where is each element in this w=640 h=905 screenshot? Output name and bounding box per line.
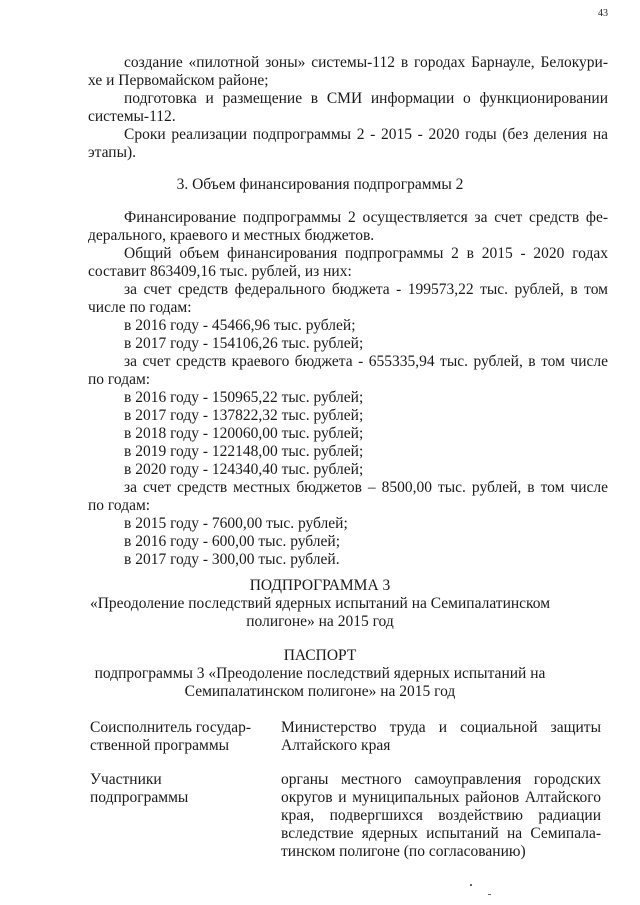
year-line: в 2016 году - 600,00 тыс. рублей; (124, 533, 341, 550)
body-line: этапы). (88, 144, 137, 161)
body-line: за счет средств краевого бюджета - 655335,94 тыс. рублей, в том числе (124, 353, 608, 370)
body-line: за счет средств федерального бюджета - 199573,22 тыс. рублей, в том (124, 281, 608, 298)
passport-value: тинском полигоне (по согласованию) (281, 843, 526, 860)
body-line: создание «пилотной зоны» системы-112 в городах Барнауле, Белокури- (124, 54, 608, 71)
year-line: в 2016 году - 45466,96 тыс. рублей; (124, 317, 356, 334)
year-line: в 2017 году - 300,00 тыс. рублей. (124, 551, 340, 568)
year-line: в 2018 году - 120060,00 тыс. рублей; (124, 425, 364, 442)
year-line: в 2020 году - 124340,40 тыс. рублей; (124, 461, 364, 478)
passport-subtitle: подпрограммы 3 «Преодоление последствий ядерных испытаний на (94, 665, 546, 682)
body-line: за счет средств местных бюджетов – 8500,00 тыс. рублей, в том числе (124, 479, 608, 496)
scan-mark (488, 894, 491, 895)
passport-subtitle: Семипалатинском полигоне» на 2015 год (184, 683, 456, 700)
passport-label: ственной программы (90, 737, 230, 754)
body-line: составит 863409,16 тыс. рублей, из них: (88, 263, 352, 280)
section-heading: 3. Объем финансирования подпрограммы 2 (176, 176, 464, 193)
year-line: в 2017 году - 154106,26 тыс. рублей; (124, 335, 364, 352)
subprogram-title: ПОДПРОГРАММА 3 (249, 577, 391, 594)
body-line: по годам: (88, 371, 151, 388)
passport-value: вследствие ядерных испытаний на Семипала- (281, 825, 601, 842)
passport-value: Министерство труда и социальной защиты (281, 719, 601, 736)
body-line: по годам: (88, 497, 151, 514)
passport-label: Участники (90, 771, 162, 788)
body-line: числе по годам: (88, 299, 192, 316)
year-line: в 2016 году - 150965,22 тыс. рублей; (124, 389, 364, 406)
body-line: Сроки реализации подпрограммы 2 - 2015 - 2020 годы (без деления на (124, 126, 608, 143)
subprogram-name: полигоне» на 2015 год (246, 613, 394, 630)
year-line: в 2015 году - 7600,00 тыс. рублей; (124, 515, 348, 532)
body-line: Общий объем финансирования подпрограммы 2 в 2015 - 2020 годах (124, 245, 608, 262)
body-line: дерального, краевого и местных бюджетов. (88, 227, 375, 244)
year-line: в 2019 году - 122148,00 тыс. рублей; (124, 443, 364, 460)
scan-mark (470, 884, 472, 886)
page-number: 43 (598, 8, 608, 19)
subprogram-name: «Преодоление последствий ядерных испытаний на Семипалатинском (89, 595, 551, 612)
passport-value: органы местного самоуправления городских (281, 771, 601, 788)
year-line: в 2017 году - 137822,32 тыс. рублей; (124, 407, 364, 424)
body-line: подготовка и размещение в СМИ информации о функционировании (124, 90, 608, 107)
passport-label: Соисполнитель государ- (90, 719, 251, 736)
passport-title: ПАСПОРТ (283, 647, 357, 664)
body-line: Финансирование подпрограммы 2 осуществляется за счет средств фе- (124, 209, 608, 226)
passport-value: округов и муниципальных районов Алтайского (281, 789, 601, 806)
passport-label: подпрограммы (90, 789, 189, 806)
passport-value: края, подвергшихся воздействию радиации (281, 807, 601, 824)
body-line: системы-112. (88, 108, 176, 125)
passport-value: Алтайского края (281, 737, 391, 754)
body-line: хе и Первомайском районе; (88, 72, 269, 89)
